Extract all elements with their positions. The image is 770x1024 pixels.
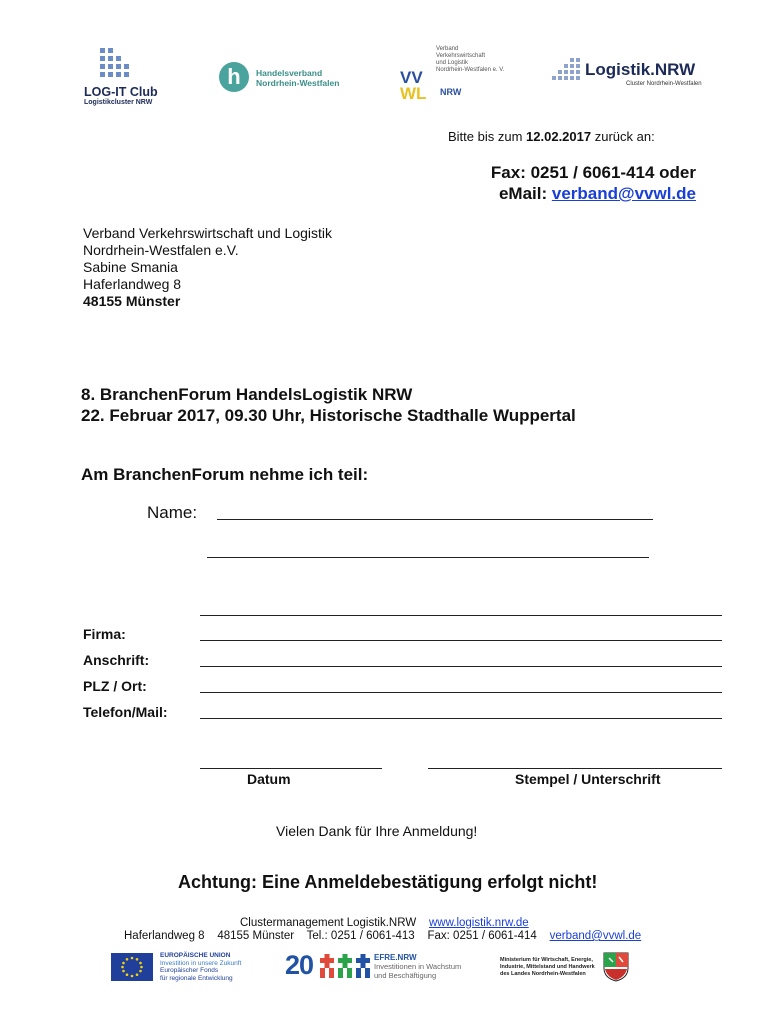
send-instruction: Bitte bis zum 12.02.2017 zurück an:	[448, 129, 655, 144]
logit-club-subtitle: Logistikcluster NRW	[84, 99, 153, 106]
fax-line: Fax: 0251 / 6061-414 oder	[490, 163, 696, 182]
eu-slogan: Investition in unsere Zukunft	[160, 959, 242, 967]
vvwl-mark-vv: VV	[400, 68, 423, 87]
email-link[interactable]: verband@vvwl.de	[551, 184, 696, 203]
warning-text: Achtung: Eine Anmeldebestätigung erfolgt nicht!	[178, 872, 598, 892]
plz-ort-label: PLZ / Ort:	[83, 678, 147, 694]
email-line: eMail: verband@vvwl.de	[498, 184, 696, 203]
event-name: 8. BranchenForum HandelsLogistik NRW	[81, 385, 413, 404]
telefon-mail-field-line[interactable]	[200, 718, 722, 719]
ministry-line1: Ministerium für Wirtschaft, Energie,	[500, 957, 593, 963]
efre-year: 20	[285, 950, 314, 980]
footer-tel: Tel.: 0251 / 6061-413	[306, 930, 415, 942]
eu-fund-line1: Europäischer Fonds	[160, 967, 219, 974]
eu-fund-line2: für regionale Entwicklung	[160, 974, 233, 982]
name-label: Name:	[147, 503, 198, 522]
datum-label: Datum	[247, 771, 291, 787]
handelsverband-line2: Nordrhein-Westfalen	[256, 78, 340, 88]
efre-people-icon	[318, 954, 370, 978]
footer-org: Clustermanagement Logistik.NRW	[240, 917, 417, 929]
vvwl-nrw: NRW	[440, 87, 462, 97]
plz-ort-field-line[interactable]	[200, 692, 722, 693]
nrw-crest-icon	[603, 952, 629, 982]
footer-email-link[interactable]: verband@vvwl.de	[549, 930, 642, 942]
stempel-label: Stempel / Unterschrift	[515, 771, 661, 787]
eu-title: EUROPÄISCHE UNION	[160, 952, 231, 959]
name-field-line-1[interactable]	[217, 519, 653, 520]
logit-grid-icon	[100, 48, 130, 82]
handelsverband-line1: Handelsverband	[256, 68, 323, 78]
footer-fax: Fax: 0251 / 6061-414	[427, 930, 537, 942]
address-line: Verband Verkehrswirtschaft und Logistik	[83, 225, 333, 241]
anschrift-field-line[interactable]	[200, 666, 722, 667]
telefon-mail-label: Telefon/Mail:	[83, 704, 168, 720]
logistik-nrw-subtitle: Cluster Nordrhein-Westfalen	[626, 81, 702, 87]
logistik-nrw-title: Logistik.NRW	[585, 60, 696, 79]
contact-block	[491, 162, 696, 204]
footer-web-link[interactable]: www.logistik.nrw.de	[428, 917, 529, 929]
efre-sub2: und Beschäftigung	[374, 971, 437, 980]
anschrift-label: Anschrift:	[83, 652, 150, 668]
form-intro: Am BranchenForum nehme ich teil:	[81, 465, 369, 484]
vvwl-line4: Nordrhein-Westfalen e. V.	[436, 67, 505, 73]
address-line: Haferlandweg 8	[83, 276, 182, 292]
recipient-address	[83, 225, 332, 310]
name-field-line-2[interactable]	[207, 557, 649, 558]
address-line: Sabine Smania	[83, 259, 178, 275]
handelsverband-h-icon: h	[219, 62, 249, 92]
footer-street: Haferlandweg 8	[124, 930, 205, 942]
logistik-nrw-grid-icon	[552, 58, 582, 82]
efre-title: EFRE.NRW	[374, 953, 417, 962]
firma-field-line[interactable]	[200, 640, 722, 641]
efre-sub1: Investitionen in Wachstum	[374, 962, 462, 971]
deadline-date: 12.02.2017	[526, 129, 592, 144]
logit-club-title: LOG-IT Club	[84, 85, 158, 99]
eu-flag-icon	[111, 953, 153, 981]
address-city: 48155 Münster	[83, 293, 181, 309]
event-details: 22. Februar 2017, 09.30 Uhr, Historische Stadthalle Wuppertal	[81, 406, 576, 425]
vvwl-line3: und Logistik	[436, 60, 469, 66]
address-line: Nordrhein-Westfalen e.V.	[83, 242, 239, 258]
vvwl-mark-wl: WL	[400, 84, 427, 103]
ministry-line3: des Landes Nordrhein-Westfalen	[500, 971, 586, 977]
event-title	[81, 384, 576, 426]
firma-label: Firma:	[83, 626, 126, 642]
vvwl-line1: Verband	[436, 46, 459, 52]
footer-city: 48155 Münster	[217, 930, 295, 942]
ministry-line2: Industrie, Mittelstand und Handwerk	[500, 964, 595, 970]
stempel-field-line[interactable]	[428, 768, 722, 769]
datum-field-line[interactable]	[200, 768, 382, 769]
vvwl-line2: Verkehrswirtschaft	[436, 53, 486, 59]
thanks-text: Vielen Dank für Ihre Anmeldung!	[276, 823, 478, 839]
form-field-line-0[interactable]	[200, 615, 722, 616]
footer-line-1	[240, 917, 529, 929]
footer-line-2	[124, 930, 641, 942]
